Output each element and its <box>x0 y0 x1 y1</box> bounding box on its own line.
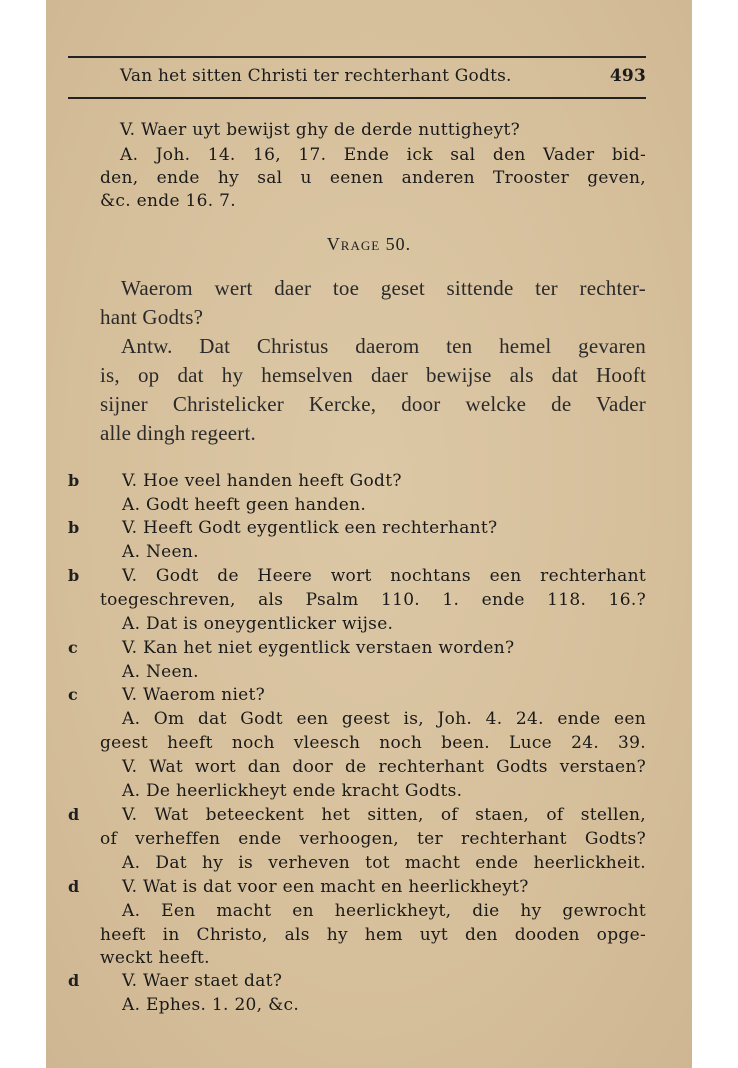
commentary-line: V. Wat beteeckent het sitten, of staen, of stellen, <box>122 805 646 825</box>
commentary-line: V. Kan het niet eygentlick verstaen worden? <box>122 638 515 658</box>
answer-line: is, op dat hy hemselven daer bewijse als dat Hooft <box>100 363 646 387</box>
commentary-line: A. Om dat Godt een geest is, Joh. 4. 24. ende een <box>122 709 646 729</box>
margin-mark: d <box>68 805 80 824</box>
commentary-line: A. Godt heeft geen handen. <box>122 495 367 515</box>
commentary-line: A. De heerlickheyt ende kracht Godts. <box>122 781 463 801</box>
answer-line: alle dingh regeert. <box>100 421 256 445</box>
running-title: Van het sitten Christi ter rechterhant Godts. <box>120 66 512 86</box>
commentary-line: V. Waer staet dat? <box>122 971 283 991</box>
commentary-line: V. Waerom niet? <box>122 685 266 705</box>
margin-mark: c <box>68 638 78 657</box>
header-rule-top <box>68 56 646 58</box>
text-line: A. Joh. 14. 16, 17. Ende ick sal den Vader bid- <box>120 145 646 165</box>
answer-line: Antw. Dat Christus daerom ten hemel gevaren <box>121 334 646 358</box>
margin-mark: b <box>68 566 80 585</box>
commentary-line: heeft in Christo, als hy hem uyt den dooden opge- <box>100 925 646 945</box>
text-line: V. Waer uyt bewijst ghy de derde nuttigheyt? <box>120 120 521 140</box>
margin-mark: c <box>68 685 78 704</box>
commentary-line: weckt heeft. <box>100 948 210 968</box>
commentary-line: geest heeft noch vleesch noch been. Luce 24. 39. <box>100 733 646 753</box>
commentary-line: A. Ephes. 1. 20, &c. <box>122 995 300 1015</box>
commentary-line: A. Een macht en heerlickheyt, die hy gewrocht <box>122 901 646 921</box>
margin-mark: d <box>68 971 80 990</box>
page-number: 493 <box>609 66 646 86</box>
text-line: den, ende hy sal u eenen anderen Trooster geven, <box>100 168 646 188</box>
commentary-line: A. Dat hy is verheven tot macht ende heerlickheit. <box>122 853 646 873</box>
commentary-line: V. Heeft Godt eygentlick een rechterhant? <box>122 518 498 538</box>
commentary-line: A. Neen. <box>122 662 199 682</box>
margin-mark: b <box>68 471 80 490</box>
commentary-line: toegeschreven, als Psalm 110. 1. ende 118. 16.? <box>100 590 646 610</box>
commentary-line: A. Dat is oneygentlicker wijse. <box>122 614 394 634</box>
commentary-line: V. Hoe veel handen heeft Godt? <box>122 471 402 491</box>
question-line: hant Godts? <box>100 305 204 329</box>
book-page <box>46 0 692 1068</box>
margin-mark: d <box>68 877 80 896</box>
margin-mark: b <box>68 518 80 537</box>
commentary-line: V. Wat is dat voor een macht en heerlickheyt? <box>122 877 529 897</box>
text-line: &c. ende 16. 7. <box>100 191 236 211</box>
question-heading: Vrage 50. <box>326 234 412 254</box>
commentary-line: V. Godt de Heere wort nochtans een rechterhant <box>122 566 646 586</box>
header-rule-bottom <box>68 97 646 99</box>
question-line: Waerom wert daer toe geset sittende ter rechter- <box>121 276 646 300</box>
commentary-line: A. Neen. <box>122 542 199 562</box>
commentary-line: of verheffen ende verhoogen, ter rechterhant Godts? <box>100 829 646 849</box>
answer-line: sijner Christelicker Kercke, door welcke de Vader <box>100 392 646 416</box>
commentary-line: V. Wat wort dan door de rechterhant Godts verstaen? <box>122 757 646 777</box>
